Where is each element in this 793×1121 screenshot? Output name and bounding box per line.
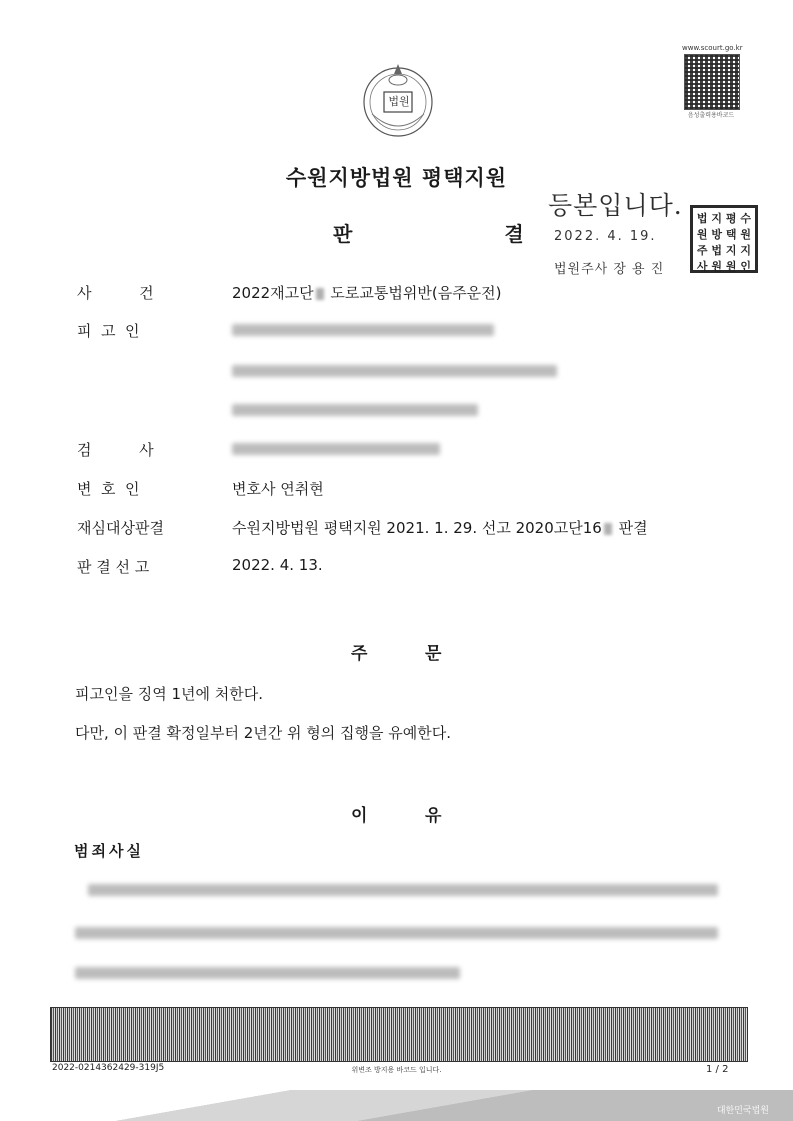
case-charge: 도로교통법위반(음주운전) — [325, 284, 502, 302]
verdict-date-value: 2022. 4. 13. — [232, 556, 323, 574]
title-char-right: 결 — [504, 222, 524, 246]
redacted-facts-line-1 — [88, 884, 718, 896]
qr-url: www.scourt.go.kr — [682, 44, 743, 52]
case-value — [232, 282, 502, 303]
page-number: 1 / 2 — [706, 1064, 729, 1075]
defendant-label: 피 고 인 — [77, 322, 140, 340]
order-line-1: 피고인을 징역 1년에 처한다. — [75, 685, 264, 703]
case-number: 2022재고단 — [232, 284, 314, 302]
qr-code-icon — [684, 54, 740, 110]
clerk-official-stamp: 법 지 평 수 원 방 택 원 주 법 지 지 사 원 원 인 — [690, 205, 758, 273]
voice-output-barcode — [682, 44, 743, 119]
order-line-2: 다만, 이 판결 확정일부터 2년간 위 형의 집행을 유예한다. — [75, 724, 452, 742]
qr-caption: 음성출력용바코드 — [687, 112, 735, 119]
certification-date: 2022. 4. 19. — [554, 229, 657, 244]
retrial-target-suffix: 판결 — [613, 519, 648, 537]
case-label: 사 건 — [77, 284, 154, 302]
seal-text: 법원 — [388, 95, 410, 108]
retrial-target-label: 재심대상판결 — [77, 519, 164, 537]
prosecutor-label: 검 사 — [77, 441, 154, 459]
document-issue-number: 2022-0214362429-319J5 — [52, 1063, 165, 1073]
reasons-heading-left: 이 — [351, 806, 368, 826]
facts-of-crime-heading: 범죄사실 — [74, 842, 144, 860]
redacted-facts-line-3 — [75, 967, 460, 979]
retrial-target-prefix: 수원지방법원 평택지원 2021. 1. 29. 선고 2020고단16 — [232, 519, 602, 537]
certifying-clerk: 법원주사 장 용 진 — [554, 262, 665, 277]
barcode-note: 위변조 방지용 바코드 입니다. — [351, 1066, 442, 1074]
redaction — [604, 523, 612, 535]
document-title — [333, 218, 524, 247]
redacted-defendant-domicile — [232, 404, 478, 416]
title-char-left: 판 — [333, 222, 353, 246]
court-seal-emblem — [358, 58, 438, 140]
order-heading-right: 문 — [425, 644, 442, 664]
footer-band — [0, 1090, 793, 1121]
counsel-value: 변호사 연취현 — [232, 480, 324, 498]
redacted-defendant-name — [232, 324, 494, 336]
redaction — [316, 288, 324, 300]
reasons-heading-right: 유 — [425, 806, 442, 826]
redacted-prosecutor — [232, 443, 440, 455]
court-name: 수원지방법원 평택지원 — [285, 166, 508, 190]
counsel-label: 변 호 인 — [77, 480, 140, 498]
redacted-defendant-address — [232, 365, 557, 377]
verdict-date-label: 판 결 선 고 — [77, 558, 150, 576]
order-heading-left: 주 — [351, 644, 368, 664]
redacted-facts-line-2 — [75, 927, 718, 939]
anti-forgery-barcode-icon — [50, 1007, 748, 1062]
retrial-target-value — [232, 517, 648, 538]
court-brand: 대한민국법원 — [716, 1106, 769, 1116]
certified-copy-statement: 등본입니다. — [548, 191, 683, 220]
